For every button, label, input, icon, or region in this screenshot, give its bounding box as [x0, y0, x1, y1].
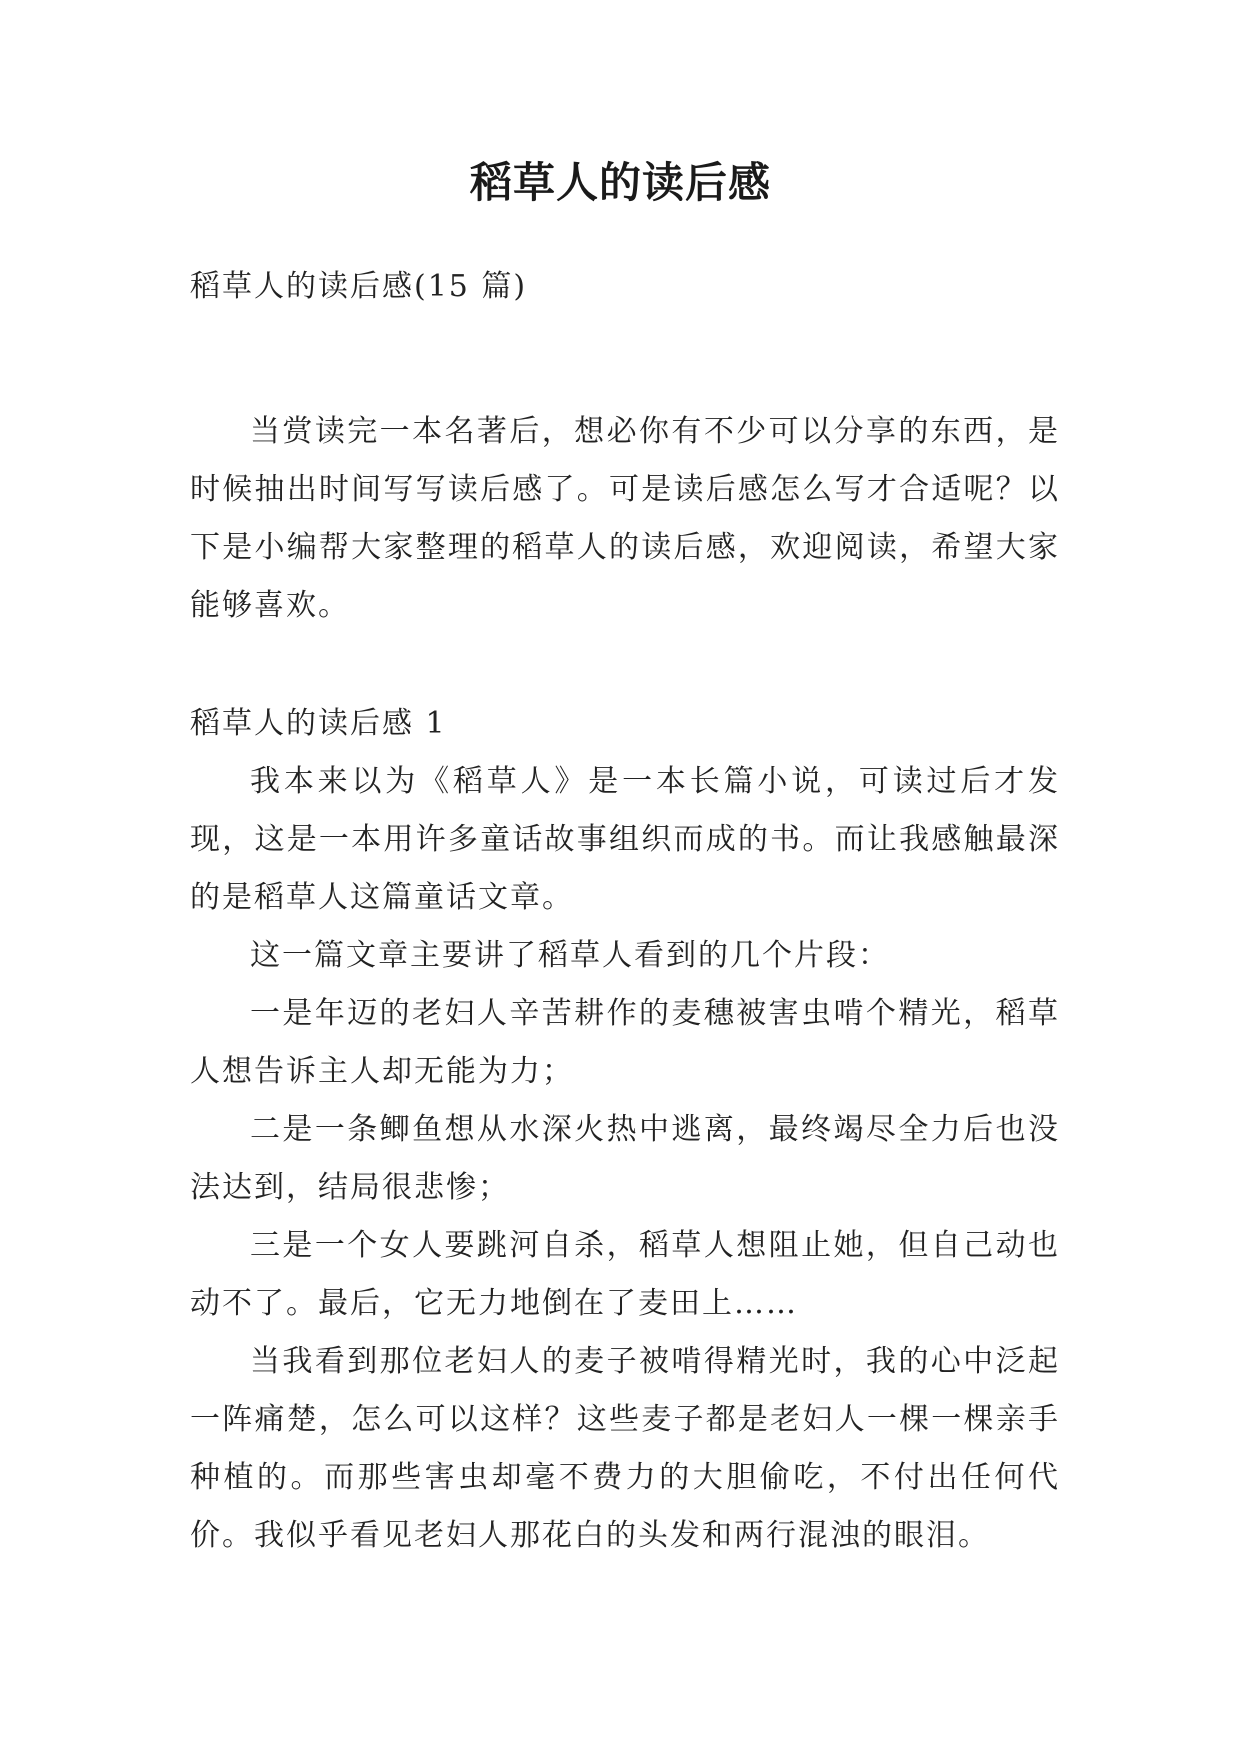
intro-block [190, 403, 1060, 635]
body-paragraph-2: 这一篇文章主要讲了稻草人看到的几个片段： [250, 938, 890, 973]
body-paragraph-1: 我本来以为《稻草人》是一本长篇小说，可读过后才发现，这是一本用许多童话故事组织而成的书。而让我感触最深的是稻草人这篇童话文章。 [190, 764, 1060, 915]
section-1 [190, 695, 1060, 1565]
body-paragraph-5: 三是一个女人要跳河自杀，稻草人想阻止她，但自己动也动不了。最后，它无力地倒在了麦田上…… [190, 1228, 1060, 1321]
intro-paragraph: 当赏读完一本名著后，想必你有不少可以分享的东西，是时候抽出时间写写读后感了。可是读后感怎么写才合适呢？以下是小编帮大家整理的稻草人的读后感，欢迎阅读，希望大家能够喜欢。 [190, 414, 1060, 623]
body-paragraph-6: 当我看到那位老妇人的麦子被啃得精光时，我的心中泛起一阵痛楚，怎么可以这样？这些麦子都是老妇人一棵一棵亲手种植的。而那些害虫却毫不费力的大胆偷吃，不付出任何代价。我似乎看见老妇人那花白的头发和两行混浊的眼泪。 [190, 1344, 1060, 1553]
subtitle-line: 稻草人的读后感(15 篇) [190, 269, 528, 304]
body-paragraph-3: 一是年迈的老妇人辛苦耕作的麦穗被害虫啃个精光，稻草人想告诉主人却无能为力； [190, 996, 1060, 1089]
document-title: 稻草人的读后感 [469, 158, 771, 207]
section-heading: 稻草人的读后感 1 [190, 706, 447, 741]
body-paragraph-4: 二是一条鲫鱼想从水深火热中逃离，最终竭尽全力后也没法达到，结局很悲惨； [190, 1112, 1060, 1205]
document-subtitle [190, 258, 1060, 316]
